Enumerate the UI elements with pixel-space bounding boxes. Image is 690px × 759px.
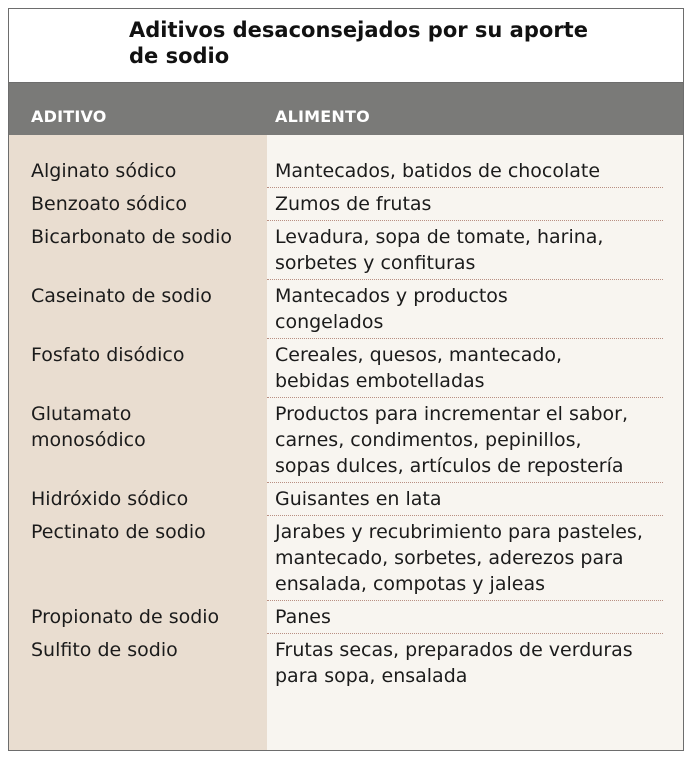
table-title [9,9,683,83]
alimento-cell: Mantecados, batidos de chocolate [275,160,601,182]
table-row [9,601,683,634]
aditivo-cell: Fosfato disódico [31,344,185,366]
alimento-cell: Levadura, sopa de tomate, harina, sorbetes y confituras [275,226,604,274]
alimento-cell: Cereales, quesos, mantecado, bebidas embotelladas [275,344,563,392]
table-header [9,83,683,135]
aditivo-cell: Benzoato sódico [31,193,188,215]
aditivo-cell: Propionato de sodio [31,606,220,628]
aditivo-cell: Pectinato de sodio [31,521,206,543]
column-header-alimento: ALIMENTO [275,107,370,126]
table-row [9,221,683,280]
table-row [9,280,683,339]
table-row [9,398,683,483]
table-row [9,155,683,188]
table-title-text: Aditivos desaconsejados por su aporte de sodio [129,18,588,68]
aditivo-cell: Alginato sódico [31,160,177,182]
alimento-cell: Productos para incrementar el sabor, carnes, condimentos, pepinillos, sopas dulces, artículos de repostería [275,403,629,477]
table-row [9,634,683,693]
aditivo-cell: Sulfito de sodio [31,639,178,661]
alimento-cell: Mantecados y productos congelados [275,285,508,333]
aditivo-cell: Bicarbonato de sodio [31,226,232,248]
alimento-cell: Frutas secas, preparados de verduras para sopa, ensalada [275,639,633,687]
additives-table [8,8,684,751]
alimento-cell: Zumos de frutas [275,193,432,215]
table-rows [9,155,683,693]
alimento-cell: Guisantes en lata [275,488,442,510]
table-row [9,339,683,398]
aditivo-cell: Glutamato monosódico [31,403,146,451]
alimento-cell: Jarabes y recubrimiento para pasteles, mantecado, sorbetes, aderezos para ensalada, compotas y jaleas [275,521,643,595]
alimento-cell: Panes [275,606,331,628]
aditivo-cell: Caseinato de sodio [31,285,212,307]
aditivo-cell: Hidróxido sódico [31,488,189,510]
column-header-aditivo: ADITIVO [31,107,107,126]
table-row [9,516,683,601]
table-row [9,188,683,221]
table-row [9,483,683,516]
table-body [9,135,683,750]
